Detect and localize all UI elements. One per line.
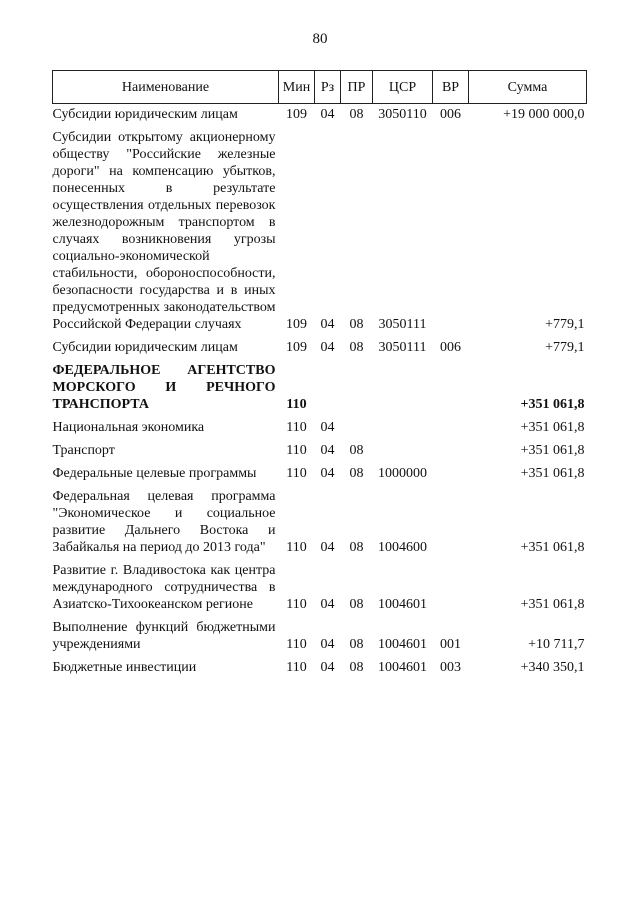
cell-min: 110: [286, 637, 307, 652]
cell-csr: 3050111: [378, 340, 427, 355]
cell-min: 110: [286, 660, 307, 675]
column-header-min: Мин: [279, 71, 315, 104]
cell-rz: 04: [320, 466, 335, 481]
table-row: [53, 482, 587, 556]
column-header-vr: ВР: [433, 71, 469, 104]
cell-sum: +351 061,8: [520, 597, 585, 612]
cell-rz: 04: [320, 420, 335, 435]
cell-sum: +351 061,8: [520, 397, 585, 412]
cell-min: 110: [286, 466, 307, 481]
cell-pr: 08: [349, 107, 364, 122]
table-row: [53, 356, 587, 413]
cell-min: 109: [286, 340, 307, 355]
column-header-sum: Сумма: [469, 71, 587, 104]
cell-sum: +340 350,1: [520, 660, 585, 675]
cell-pr: 08: [349, 597, 364, 612]
cell-rz: 04: [320, 597, 335, 612]
table-row: [53, 413, 587, 436]
cell-name: Национальная экономика: [52, 420, 205, 435]
cell-min: 109: [286, 107, 307, 122]
cell-pr: [341, 413, 373, 436]
cell-sum: +10 711,7: [528, 637, 585, 652]
cell-csr: [373, 436, 433, 459]
cell-csr: 1004601: [378, 597, 427, 612]
cell-pr: 08: [349, 340, 364, 355]
column-header-rz: Рз: [315, 71, 341, 104]
cell-rz: 04: [320, 443, 335, 458]
cell-pr: 08: [349, 660, 364, 675]
table-row: [53, 333, 587, 356]
cell-pr: 08: [349, 540, 364, 555]
budget-table: [52, 70, 587, 676]
cell-pr: 08: [349, 466, 364, 481]
table-body: [53, 104, 587, 677]
page-number: 80: [312, 31, 328, 47]
table-row: [53, 613, 587, 653]
cell-rz: 04: [320, 340, 335, 355]
cell-csr: 3050111: [378, 317, 427, 332]
cell-sum: +351 061,8: [520, 420, 585, 435]
cell-vr: [433, 413, 469, 436]
cell-sum: +779,1: [545, 317, 585, 332]
cell-name: Субсидии открытому акционерному обществу "Российские железные дороги" на компенсацию убытков, понесенных в результате осуществления отдельных перевозок железнодорожным транспортом в случаях возникновения угрозы социально-экономической стабильности, обороноспособности, безопасности государства и в иных предусмотренных законодательством Российской Федерации случаях: [52, 130, 276, 332]
cell-rz: [315, 356, 341, 413]
cell-name: Развитие г. Владивостока как центра международного сотрудничества в Азиатско-Тихоокеанском регионе: [52, 563, 276, 612]
cell-vr: 006: [440, 340, 461, 355]
table-row: [53, 459, 587, 482]
cell-csr: [373, 356, 433, 413]
cell-min: 110: [286, 540, 307, 555]
cell-vr: [433, 482, 469, 556]
cell-pr: [341, 356, 373, 413]
cell-csr: 1004600: [378, 540, 427, 555]
cell-min: 110: [286, 420, 307, 435]
cell-vr: [433, 123, 469, 333]
cell-pr: 08: [349, 317, 364, 332]
cell-name: Федеральные целевые программы: [52, 466, 257, 481]
cell-min: 109: [286, 317, 307, 332]
cell-pr: 08: [349, 443, 364, 458]
table-row: [53, 653, 587, 676]
cell-sum: +19 000 000,0: [503, 107, 585, 122]
cell-vr: 003: [440, 660, 461, 675]
cell-vr: [433, 436, 469, 459]
cell-csr: 1000000: [378, 466, 427, 481]
cell-min: 110: [286, 597, 307, 612]
column-header-csr: ЦСР: [373, 71, 433, 104]
table-row: [53, 104, 587, 124]
cell-rz: 04: [320, 660, 335, 675]
cell-name: Субсидии юридическим лицам: [52, 340, 238, 355]
table-row: [53, 556, 587, 613]
cell-rz: 04: [320, 540, 335, 555]
cell-sum: +351 061,8: [520, 443, 585, 458]
table-row: [53, 436, 587, 459]
cell-sum: +351 061,8: [520, 466, 585, 481]
cell-sum: +351 061,8: [520, 540, 585, 555]
cell-csr: 3050110: [378, 107, 427, 122]
cell-vr: 001: [440, 637, 461, 652]
cell-sum: +779,1: [545, 340, 585, 355]
cell-min: 110: [286, 397, 307, 412]
cell-rz: 04: [320, 107, 335, 122]
cell-vr: [433, 459, 469, 482]
cell-min: 110: [286, 443, 307, 458]
column-header-pr: ПР: [341, 71, 373, 104]
cell-csr: [373, 413, 433, 436]
cell-name: Субсидии юридическим лицам: [52, 107, 238, 122]
cell-csr: 1004601: [378, 637, 427, 652]
cell-rz: 04: [320, 637, 335, 652]
table-row: [53, 123, 587, 333]
column-header-name: Наименование: [53, 71, 279, 104]
cell-pr: 08: [349, 637, 364, 652]
cell-vr: [433, 556, 469, 613]
table-header: [53, 71, 587, 104]
cell-name: ФЕДЕРАЛЬНОЕ АГЕНТСТВО МОРСКОГО И РЕЧНОГО ТРАНСПОРТА: [52, 363, 276, 412]
cell-csr: 1004601: [378, 660, 427, 675]
cell-vr: 006: [440, 107, 461, 122]
cell-name: Транспорт: [52, 443, 115, 458]
cell-vr: [433, 356, 469, 413]
cell-name: Бюджетные инвестиции: [52, 660, 197, 675]
cell-rz: 04: [320, 317, 335, 332]
cell-name: Выполнение функций бюджетными учреждениями: [52, 620, 276, 652]
cell-name: Федеральная целевая программа "Экономическое и социальное развитие Дальнего Востока и Забайкалья на период до 2013 года": [52, 489, 276, 555]
